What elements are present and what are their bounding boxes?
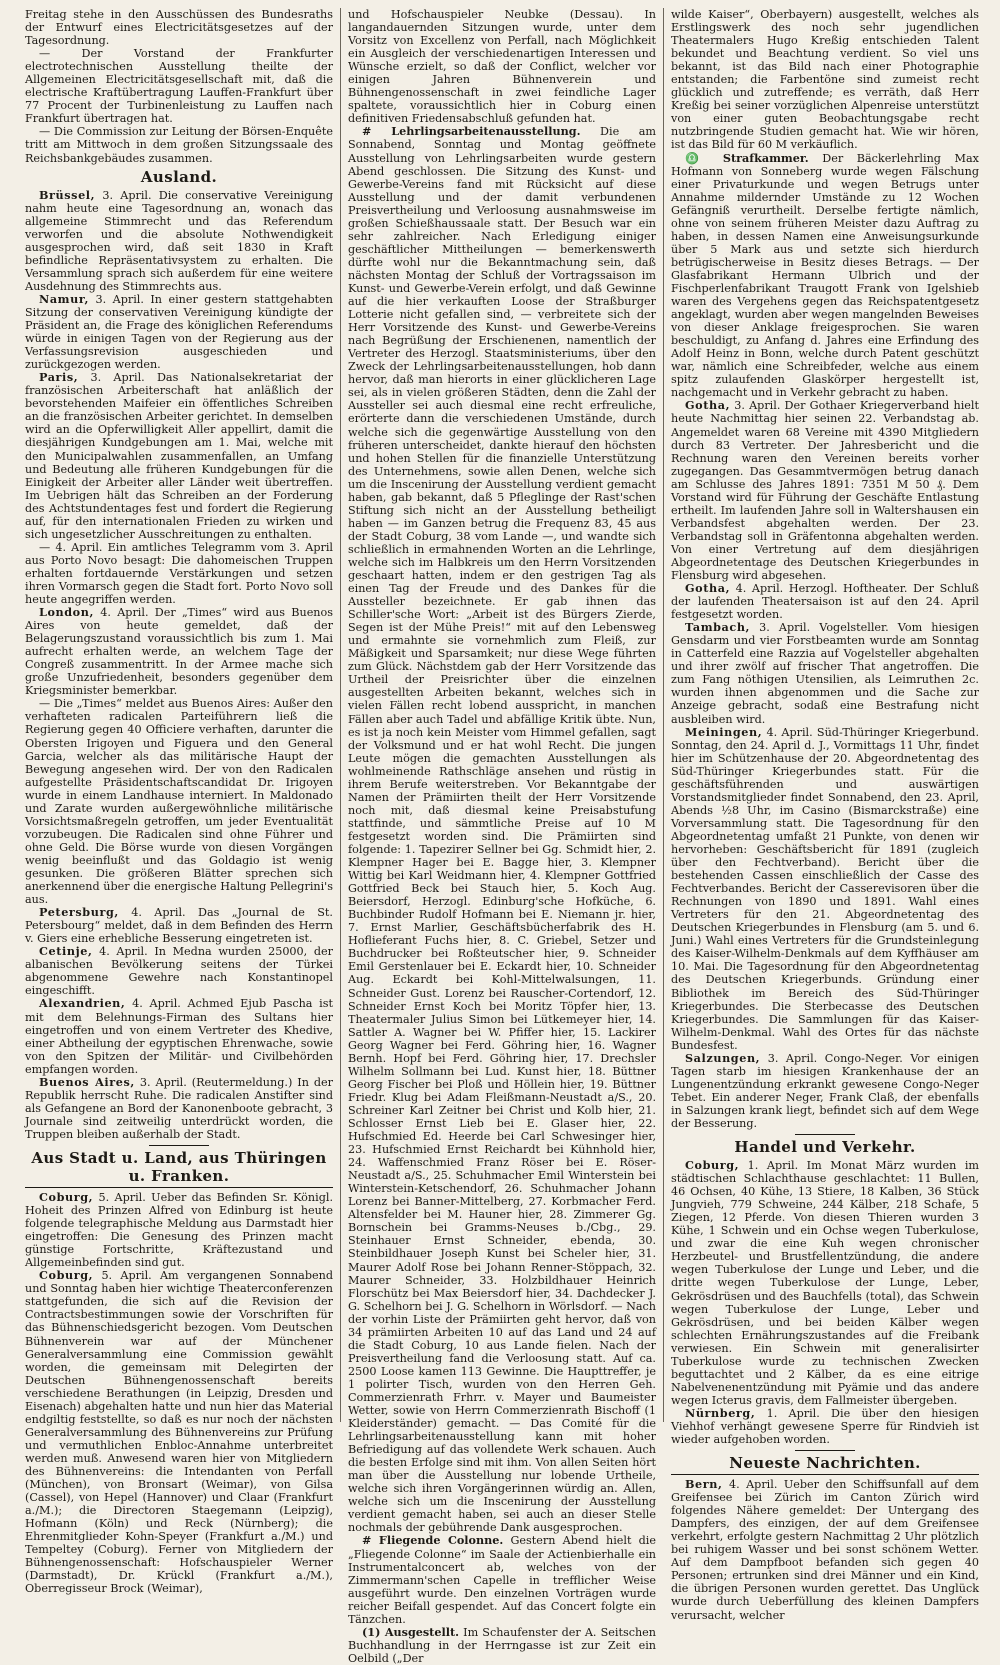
paragraph: Freitag stehe in den Ausschüssen des Bundesraths der Entwurf eines Electricitätsgesetzes auf der Tagesordnung. [25,8,333,48]
dateline-place: Coburg, [685,1158,740,1173]
divider [795,1134,855,1135]
article-paris [25,371,333,541]
article-london [25,606,333,697]
article-text: 3. April. (Reutermeldung.) In der Republik herrscht Ruhe. Die radicalen Anstifter sind als Gefangene an Bord der Kanonenboote gebracht, 3 Journale sind zeitweilig unterdrückt worden, die Truppen bleiben außerhalb der Stadt. [25,1075,334,1141]
section-heading-neueste: Neueste Nachrichten. [671,1454,979,1475]
article-text: 5. April. Am vergangenen Sonnabend und Sonntag haben hier wichtige Theaterconferenzen stattgefunden, die sich auf die Revision der Contractsbestimmungen sowie der Vorschriften für das Bühnenschiedsgericht bezogen. Vom Deutschen Bühnenverein war auf der Münchener Generalversammlung eine Commission gewählt worden, die gemeinsam mit Delegirten der Deutschen Bühnengenossenschaft bereits verschiedene Berathungen (in Leipzig, Dresden und Eisenach) abgehalten hatte und nun hier das Material endgiltig feststellte, so daß es nur noch der nächsten Generalversammlung des Bühnenvereins zur Prüfung und vermuthlichen Enbloc-Annahme unterbreitet werden muß. Anwesend waren hier von Mitgliedern des Bühnenvereins: die Intendanten von Perfall (München), von Bronsart (Weimar), von Gilsa (Cassel), von Hepel (Hannover) und Claar (Frankfurt a./M.); die Directoren Staegemann (Leipzig), Hofmann (Köln) und Reck (Nürnberg); die Ehrenmitglieder Kohn-Speyer (Frankfurt a./M.) und Tempeltey (Coburg). Ferner von Mitgliedern der Bühnengenossenschaft: Hofschauspieler Werner (Darmstadt), Dr. Krückl (Frankfurt a./M.), Oberregisseur Brock (Weimar), [25,1269,334,1596]
dateline-place: Gotha, [685,581,731,596]
article-times: — Die „Times“ meldet aus Buenos Aires: Außer den verhafteten radicalen Parteiführern ließ die Regierung gegen 40 Officiere verhaften, darunter die Obersten Irigoyen und Figuera und den General Garcia, welcher als das militärische Haupt der Bewegung angesehen wird. Der von den Radicalen aufgestellte Präsidentschaftscandidat Dr. Irigoyen wurde in einem Landhause interniert. In Maldonado und Zarate wurden außergewöhnliche militärische Vorsichtsmaßregeln getroffen, um jeder Eventualität vorzubeugen. Die Radicalen sind ohne Führer und ohne Geld. Die Börse wurde von diesen Vorgängen wenig beeinflußt und das Goldagio ist wenig gesunken. Die größeren Blätter sprechen sich anerkennend über die energische Haltung Pellegrini's aus. [25,697,333,907]
article-nuernberg [671,1407,979,1446]
article-text: 4. April. Süd-Thüringer Kriegerbund. Sonntag, den 24. April d. J., Vormittags 11 Uhr, findet hier im Schützenhause der 20. Abgeordnetentag des Süd-Thüringer Kriegerbundes statt. Für die geschäftsführenden und auswärtigen Vorstandsmitglieder findet Sonnabend, den 23. April, Abends ½8 Uhr, im Casino (Bismarckstraße) eine Vorversammlung statt. Die Tagesordnung für den Abgeordnetentag umfaßt 21 Punkte, von denen wir hervorheben: Geschäftsbericht für 1891 (zugleich über den Fechtverband). Bericht über die bestehenden Cassen einschließlich der Casse des Fechtverbandes. Bericht der Casserevisoren über die Rechnungen von 1890 und 1891. Wahl eines Vertreters für den 21. Abgeordnetentag des Deutschen Kriegerbundes in Flensburg (am 5. und 6. Juni.) Wahl eines Vertreters für die Grundsteinlegung des Kaiser-Wilhelm-Denkmals auf dem Kyffhäuser am 10. Mai. Die Tagesordnung für den Abgeordnetentag des Deutschen Kriegerbunds. Gründung einer Bibliothek im Bereich des Süd-Thüringer Kriegerbundes. Die Sterbecasse des Deutschen Kriegerbundes. Die Sammlungen für das Kaiser-Wilhelm-Denkmal. Wahl des Ortes für das nächste Bundesfest. [671,725,980,1052]
article-text: Gestern Abend hielt die „Fliegende Colonne“ im Saale der Actienbierhalle ein Instrumentalconcert ab, welches von der Zimmermann'schen Capelle in trefflicher Weise ausgeführt wurde. Den einzelnen Vorträgen wurde reicher Beifall gespendet. Auf das Concert folgte ein Tänzchen. [348,1534,656,1626]
paragraph: wilde Kaiser“, Oberbayern) ausgestellt, welches als Erstlingswerk des noch sehr jugendlichen Theatermalers Hugo Kreßig entschieden Talent bekundet und Beachtung verdient. So viel uns bekannt, ist das Bild nach einer Photographie entstanden; die Farbentöne sind zumeist recht glücklich und zutreffende; es verräth, daß Herr Kreßig bei seiner vorzüglichen Alpenreise unterstützt von einer guten Beobachtungsgabe recht nutzbringende Studien gemacht hat. Wie wir hören, ist das Bild für 60 M verkäuflich. [671,8,979,152]
article-coburg-1 [25,1191,333,1269]
paragraph: — Die Commission zur Leitung der Börsen-Enquête tritt am Mittwoch in dem großen Sitzungssaale des Reichsbankgebäudes zusammen. [25,125,333,165]
dateline-place: Paris, [39,370,79,385]
paragraph: und Hofschauspieler Neubke (Dessau). In langandauernden Sitzungen wurde, unter dem Vorsitz von Excellenz von Perfall, nach Möglichkeit ein Ausgleich der verschiedenartigen Interessen und Wünsche erzielt, so daß der Conflict, welcher vor einigen Jahren Bühnenverein und Bühnengenossenschaft in zwei feindliche Lager spaltete, voraussichtlich hier in Coburg einen definitiven Friedensabschluß gefunden hat. [348,8,656,126]
article-heading: (1) Ausgestellt. [362,1624,460,1639]
article-text: 3. April. In einer gestern stattgehabten Sitzung der conservativen Vereinigung kündigte der Präsident an, die Frage des königlichen Referendums würde in einigen Tagen von der Regierung aus der Verfassungsrevision ausgeschieden und zurückgezogen werden. [25,292,333,372]
article-namur [25,293,333,371]
article-text: Der Bäckerlehrling Max Hofmann von Sonneberg wurde wegen Fälschung einer Privaturkunde und wegen Betrugs unter Annahme mildernder Umstände zu 12 Wochen Gefängniß verurtheilt. Derselbe fertigte nämlich, ohne von seinem früheren Meister dazu Auftrag zu haben, in dessen Namen eine Anweisungsurkunde über 5 Mark aus und setzte sich hierdurch betrügischerweise in Besitz dieses Betrags. — Der Glasfabrikant Hermann Ulbrich und der Fischperlenfabrikant Traugott Frank von Igelshieb waren des Vergehens gegen das Reichspatentgesetz angeklagt, wurden aber wegen mangelnden Beweises von dieser Anklage freigesprochen. Sie waren beschuldigt, zu Anfang d. Jahres eine Erfindung des Adolf Heinz in Bonn, welche durch Patent geschützt war, nämlich eine Schreibfeder, welche aus einem spitz zulaufenden Glaskörper hergestellt ist, nachgemacht und in Verkehr gebracht zu haben. [671,151,979,400]
article-text: 3. April. Vogelsteller. Vom hiesigen Gensdarm und vier Forstbeamten wurde am Sonntag in Catterfeld eine Razzia auf Vogelsteller abgehalten und ihrer zwölf auf frischer That angetroffen. Die zum Fang nöthigen Utensilien, als Leimruthen 2c. wurden ihnen abgenommen und die Sache zur Anzeige gebracht, sodaß eine Bestrafung nicht ausbleiben wird. [671,621,979,726]
article-alexandrien [25,997,333,1075]
article-text: 3. April. Der Gothaer Kriegerverband hielt heute Nachmittag hier seinen 22. Verbandstag ab. Angemeldet waren 68 Vereine mit 4390 Mitgliedern durch 83 Vertreter. Der Jahresbericht und die Rechnung waren den Vereinen bereits vorher zugegangen. Das Gesammtvermögen betrug danach am Schlusse des Jahres 1891: 7351 M 50 ₰. Dem Vorstand wird für Führung der Geschäfte Entlastung ertheilt. Im laufenden Jahre soll in Waltershausen ein Verbandsfest abgehalten werden. Der 23. Verbandstag soll in Gräfentonna abgehalten werden. Von einer Vertretung auf dem diesjährigen Abgeordnetentage des Deutschen Kriegerbundes in Flensburg wird abgesehen. [671,399,979,583]
article-text: 4. April. Der „Times“ wird aus Buenos Aires von heute gemeldet, daß der Belagerungszustand voraussichtlich bis zum 1. Mai aufrecht erhalten werde, an welchem Tage der Congreß zusammentritt. In der Armee mache sich große Unzufriedenheit, besonders gegenüber dem Kriegsminister bemerkbar. [25,606,333,698]
divider [149,1145,209,1146]
article-text: 4. April. In Medna wurden 25000, der albanischen Bevölkerung seitens der Türkei abgenommene Gewehre nach Konstantinopel eingeschifft. [25,945,333,998]
article-salzungen [671,1052,979,1130]
article-text: 4. April. Ueber den Schiffsunfall auf dem Greifensee bei Zürich im Canton Zürich wird folgendes Nähere gemeldet: Der Untergang des Dampfers, des einzigen, der auf dem Greifensee verkehrt, erfolgte gestern Nachmittag 2 Uhr plötzlich bei ruhigem Wasser und bei sonst schönem Wetter. Auf dem Dampfboot befanden sich gegen 40 Personen; ertrunken sind drei Männer und ein Kind, die übrigen Personen wurden gerettet. Das Unglück wurde durch Ueberfüllung des kleinen Dampfers verursacht, welcher [671,1478,979,1622]
article-fliegende-colonne [348,1534,656,1625]
article-text: 1. April. Im Monat März wurden im städtischen Schlachthause geschlachtet: 11 Bullen, 46 Ochsen, 40 Kühe, 13 Stiere, 18 Kalben, 36 Stück Jungvieh, 779 Schweine, 244 Kälber, 218 Schafe, 5 Ziegen, 12 Pferde. Von diesen Thieren wurden 3 Kühe, 1 Schwein und ein Ochse wegen Tuberkulose, und zwar die eine Kuh wegen chronischer Herzbeutel- und Brustfellentzündung, die andere wegen Tuberkulose der Lunge und Leber, und die dritte wegen Tuberkulose der Lunge, Leber, Gekrösdrüsen und des Bauchfells (total), das Schwein wegen Tuberkulose der Lunge, Leber und Gekrösdrüsen, und bei beiden Kälber wegen schlechten Ernährungszustandes auf die Freibank verwiesen. Ein Schwein mit generalisirter Tuberkulose wurde zu technischen Zwecken beguttachtet und 2 Kälber, da es eine eitrige Nabelvenenentzündung mit Pyämie und das andere wegen Icterus gravis, dem Fallmeister übergeben. [671,1159,980,1407]
dateline-place: Gotha, [685,398,731,413]
dateline-place: Nürnberg, [685,1405,756,1420]
dateline-place: Petersburg, [39,905,119,920]
article-lehrlingsarbeiten [348,125,656,1534]
dateline-place: London, [39,605,94,620]
dateline-place: Alexandrien, [39,996,126,1011]
article-heading: # Fliegende Colonne. [362,1533,504,1548]
article-porto-novo: — 4. April. Ein amtliches Telegramm vom 3. April aus Porto Novo besagt: Die dahomeischen Truppen erhalten fortdauernde Verstärkungen und setzen ihren Vormarsch gegen die Stadt fort. Porto Novo soll heute angegriffen werden. [25,540,333,607]
section-heading-stadt-land: Aus Stadt u. Land, aus Thüringen u. Franken. [25,1149,333,1188]
article-text: 4. April. Das „Journal de St. Petersbourg“ meldet, daß in dem Befinden des Herrn v. Giers eine erhebliche Besserung eingetreten ist. [25,906,333,946]
article-coburg-2 [25,1269,333,1595]
column-left [18,8,340,1596]
article-meiningen [671,726,979,1052]
article-strafkammer [671,152,979,400]
article-text: 3. April. Die conservative Vereinigung nahm heute eine Tagesordnung an, wonach das allgemeine Stimmrecht und das Referendum verworfen und die absolute Nothwendigkeit ausgesprochen wird, daß seit 1830 in Kraft befindliche Repräsentativsystem zu erhalten. Die Versammlung sprach sich außerdem für eine weitere Ausdehnung des Stimmrechts aus. [25,188,333,293]
column-middle [340,8,663,1665]
article-text: 3. April. Congo-Neger. Vor einigen Tagen starb im hiesigen Krankenhause der an Lungenentzündung erkrankt gewesene Congo-Neger Tebet. Ein anderer Neger, Frank Claß, der ebenfalls in Salzungen krank liegt, befindet sich auf dem Wege der Besserung. [671,1051,979,1130]
dateline-place: Bern, [685,1477,723,1492]
article-tambach [671,621,979,725]
article-text: 4. April. Herzogl. Hoftheater. Der Schluß der laufenden Theatersaison ist auf den 24. April festgesetzt worden. [671,582,979,622]
column-right [663,8,986,1622]
article-text: Im Schaufenster der A. Seitschen Buchhandlung in der Herrngasse ist zur Zeit ein Oelbild („Der [348,1625,656,1665]
article-ausgestellt [348,1626,656,1665]
article-text: 1. April. Die über den hiesigen Viehhof verhängt gewesene Sperre für Rindvieh ist wieder aufgehoben worden. [671,1406,979,1447]
article-cetinje [25,945,333,997]
paragraph: — Der Vorstand der Frankfurter electrotechnischen Ausstellung theilte der Allgemeinen Electricitätsgesellschaft mit, daß die electrische Kraftübertragung Lauffen-Frankfurt über 77 Procent der Turbinenleistung zu Lauffen nach Frankfurt übertragen hat. [25,47,333,126]
article-buenos-aires [25,1076,333,1141]
dateline-place: Tambach, [685,620,751,635]
article-bruessel [25,189,333,293]
dateline-place: Coburg, [39,1268,94,1283]
dateline-place: Salzungen, [685,1050,761,1065]
dateline-place: Buenos Aires, [39,1074,135,1089]
article-coburg-handel [671,1159,979,1407]
dateline-place: Meiningen, [685,724,763,739]
section-heading-handel: Handel und Verkehr. [734,1138,916,1157]
dateline-place: Namur, [39,291,90,306]
article-bern [671,1478,979,1622]
article-gotha-2 [671,582,979,621]
article-text: 3. April. Das Nationalsekretariat der französischen Arbeiterschaft hat anläßlich der bevorstehenden Maifeier ein öffentliches Schreiben an die französischen Arbeiter gerichtet. In demselben wird an die Opferwilligkeit Aller appellirt, damit die diesjährigen Kundgebungen am 1. Mai, welche mit den Municipalwahlen zusammenfallen, an Umfang und Bedeutung alle früheren Kundgebungen für die Einigkeit der Arbeiter aller Länder weit übertreffen. Im Uebrigen hält das Schreiben an der Forderung des Achtstundentages fest und fordert die Regierung auf, für den internationalen Frieden zu wirken und sich ungesetzlicher Ausschreitungen zu enthalten. [25,371,333,541]
dateline-place: Coburg, [39,1189,94,1204]
article-heading: ♎ Strafkammer. [685,150,809,165]
dateline-place: Brüssel, [39,187,96,202]
article-heading: # Lehrlingsarbeitenausstellung. [362,124,581,139]
article-text: 4. April. Achmed Ejub Pascha ist mit dem Belehnungs-Firman des Sultans hier eingetroffen und von einem Vertreter des Khedive, einer Abtheilung der egyptischen Ehrenwache, sowie von den Spitzen der Militär- und Civilbehörden empfangen worden. [25,997,333,1076]
dateline-place: Cetinje, [39,944,93,959]
section-heading-ausland: Ausland. [140,167,218,186]
article-text: Die am Sonnabend, Sonntag und Montag geöffnete Ausstellung von Lehrlingsarbeiten wurde gestern Abend geschlossen. Die Sitzung des Kunst- und Gewerbe-Vereins fand mit Rücksicht auf diese Ausstellung und der damit verbundenen Preisvertheilung und Verloosung ausnahmsweise im großen Schießhaussaale statt. Der Besuch war ein sehr zahlreicher. Nach Erledigung einiger geschäftlicher Mittheilungen — bemerkenswerth dürfte wohl nur die Bekanntmachung sein, daß nächsten Montag der Schluß der Vortragssaison im Kunst- und Gewerbe-Verein erfolgt, und daß Gewinne auf die hier verkauften Loose der Straßburger Lotterie nicht gefallen sind, — verbreitete sich der Herr Vorsitzende des Kunst- und Gewerbe-Vereins nach Begrüßung der Erschienenen, namentlich der Vertreter des Herzogl. Staatsministeriums, über den Zweck der Lehrlingsarbeitenausstellungen, hob dann hervor, daß man hierorts in einer glücklicheren Lage sei, als in vielen größeren Städten, denn die Zahl der Aussteller sei auch diesmal eine recht erfreuliche, erörterte dann die verschiedenen Umstände, durch welche sich die gegenwärtige Ausstellung von den früheren unterscheidet, dankte hierauf den höchsten und hohen Stellen für die finanzielle Unterstützung des Unternehmens, sowie allen Denen, welche sich um die Inscenirung der Ausstellung verdient gemacht haben, gab bekannt, daß 5 Pfleglinge der Rast'schen Stiftung sich nicht an der Ausstellung betheiligt haben — im Ganzen betrug die Frequenz 83, 45 aus der Stadt Coburg, 38 vom Lande —, und wandte sich schließlich in ermahnenden Worten an die Lehrlinge, welche sich im Halbkreis um den Herrn Vorsitzenden geschaart hatten, indem er den gestrigen Tag als einen Tag der Freude und des Dankes für die Aussteller bezeichnete. Er gab ihnen das Schiller'sche Wort: „Arbeit ist des Bürgers Zierde, Segen ist der Mühe Preis!“ mit auf den Lebensweg und ermahnte sie vornehmlich zum Fleiß, zur Mäßigkeit und Sparsamkeit; nur diese Wege führten zum Glück. Nächstdem gab der Herr Vorsitzende das Urtheil der Preisrichter über die einzelnen ausgestellten Arbeiten bekannt, welches sich in vielen Fällen recht lobend ausspricht, in manchen Fällen aber auch Tadel und abfällige Kritik übte. Nun, es ist ja noch kein Meister vom Himmel gefallen, sagt der Volksmund und er hat wohl Recht. Die jungen Leute mögen die gemachten Ausstellungen als wohlmeinende Rathschläge ansehen und rüstig in ihrem Berufe weiterstreben. Vor Bekanntgabe der Namen der Prämiirten theilt der Herr Vorsitzende noch mit, daß diesmal keine Preisabstufung stattfinde, und sämmtliche Preise auf 10 M festgesetzt worden sind. Die Prämiirten sind folgende: 1. Tapezirer Sellner bei Gg. Schmidt hier, 2. Klempner Hager bei E. Bagge hier, 3. Klempner Wittig bei Karl Weidmann hier, 4. Klempner Gottfried Gottfried Beck bei Stauch hier, 5. Koch Aug. Beiersdorf, Herzogl. Edinburg'sche Hofküche, 6. Buchbinder Rudolf Hofmann bei E. Niemann jr. hier, 7. Ernst Marlier, Geschäftsbücherfabrik des H. Hoflieferant Fuchs hier, 8. C. Griebel, Setzer und Buchdrucker bei Roßteutscher hier, 9. Schneider Emil Gerstenlauer bei E. Eckardt hier, 10. Schneider Aug. Eckardt bei Kohl-Mittelwalsungen, 11. Schneider Gust. Lorenz bei Rauscher-Cortendorf, 12. Schneider Ernst Koch bei Moritz Töpfer hier, 13. Theatermaler Julius Simon bei Lütkemeyer hier, 14. Sattler A. Wagner bei W. Pfiffer hier, 15. Lackirer Georg Wagner bei Ferd. Göhring hier, 16. Wagner Bernh. Hopf bei Ferd. Göhring hier, 17. Drechsler Wilhelm Sollmann bei Lud. Kunst hier, 18. Büttner Georg Fischer bei Ploß und Höllein hier, 19. Büttner Friedr. Klug bei Adam Fleißmann-Neustadt a/S., 20. Schreiner Karl Zeitner bei Christ und Kolb hier, 21. Schlosser Ernst Lieb bei E. Glaser hier, 22. Hufschmied Ed. Heerde bei Carl Schwesinger hier, 23. Hufschmied Ernst Reichardt bei Kühnhold hier, 24. Waffenschmied Franz Röser bei E. Röser-Neustadt a/S., 25. Schuhmacher Emil Winterstein bei Winterstein-Ketschendorf, 26. Schuhmacher Johann Lorenz bei Banner-Mittelberg, 27. Korbmacher Ferd. Altensfelder bei M. Hauner hier, 28. Zimmerer Gg. Bornschein bei Gramms-Neuses b./Cbg., 29. Steinhauer Ernst Schneider, ebenda, 30. Steinbildhauer Joseph Kunst bei Scheler hier, 31. Maurer Adolf Rose bei Johann Renner-Stöppach, 32. Maurer Schneider, 33. Holzbildhauer Heinrich Florschütz bei Max Beiersdorf hier, 34. Dachdecker J. G. Schelhorn bei J. G. Schelhorn in Wörlsdorf. — Nach der vorhin Liste der Prämiirten geht hervor, daß von 34 prämiirten Arbeiten 10 auf das Land und 24 auf die Stadt Coburg, 10 aus Lande fielen. Nach der Preisvertheilung fand die Verloosung statt. Auf ca. 2500 Loose kamen 113 Gewinne. Die Haupttreffer, je 1 polirter Tisch, wurden von den Herren Geh. Commerzienrath Frhrr. v. Mayer und Baumeister Wetter, sowie von Herrn Commerzienrath Bischoff (1 Kleiderständer) gemacht. — Das Comité für die Lehrlingsarbeitenausstellung kann mit hoher Befriedigung auf das vollendete Werk schauen. Auch die besten Erfolge sind mit ihm. Von allen Seiten hört man über die Ausstellung nur lobende Urtheile, welche sich ihren Vorgängerinnen würdig an. Allen, welche sich um die Inscenirung der Ausstellung verdient gemacht haben, sei auch an dieser Stelle nochmals der gebührende Dank ausgesprochen. [348,125,656,1535]
divider [795,1450,855,1451]
article-gotha-1 [671,399,979,582]
article-text: 5. April. Ueber das Befinden Sr. Königl. Hoheit des Prinzen Alfred von Edinburg ist heute folgende telegraphische Meldung aus Darmstadt hier eingetroffen: Die Genesung des Prinzen macht günstige Fortschritte, Kräftezustand und Allgemeinbefinden sind gut. [25,1190,333,1270]
article-petersburg [25,906,333,945]
